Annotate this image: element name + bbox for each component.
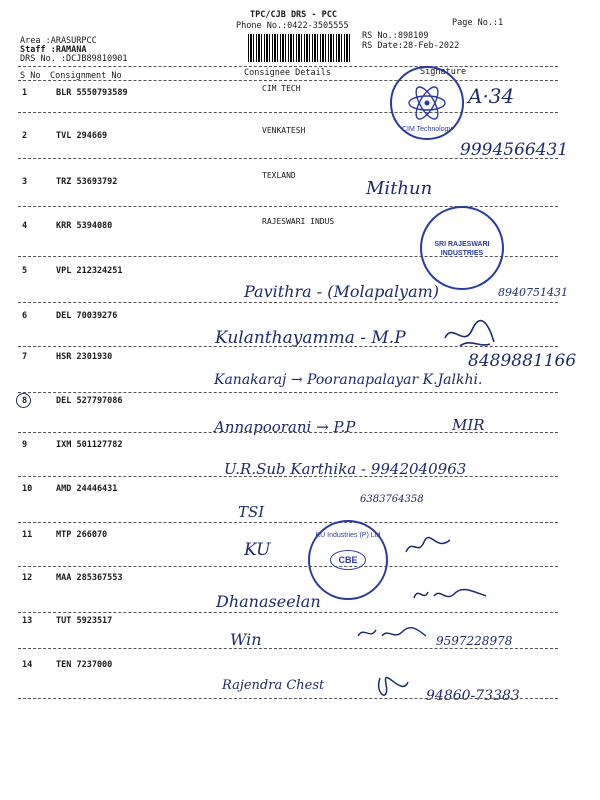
rs-number: RS No.:898109 [362, 31, 429, 41]
ku-industries-stamp [308, 520, 388, 600]
rs-date: RS Date:28-Feb-2022 [362, 41, 460, 51]
area: Area :ARASURPCC [20, 36, 97, 46]
row-consignment: KRR 5394080 [56, 221, 113, 231]
divider [18, 522, 558, 523]
row-consignee: RAJESWARI INDUS [262, 217, 335, 226]
row-consignment: TRZ 53693792 [56, 177, 118, 187]
signature-scribble [372, 674, 412, 708]
row-consignee: VENKATESH [262, 126, 306, 135]
signature-scribble [410, 582, 490, 608]
divider [18, 302, 558, 303]
stamp-text: CIM Technology [401, 126, 453, 133]
row-sno: 3 [22, 177, 28, 187]
row-sno: 4 [22, 221, 28, 231]
row-consignment: MTP 266070 [56, 530, 108, 540]
col-sno: S No [20, 71, 41, 81]
handwritten-name: Dhanaseelan [216, 592, 321, 611]
row-sno: 11 [22, 530, 33, 540]
divider [18, 432, 558, 433]
handwritten-name: Rajendra Chest [222, 678, 325, 693]
stamp-text: KU Industries (P) Ltd [315, 532, 381, 539]
stamp-text: SRI RAJESWARI INDUSTRIES [434, 241, 490, 257]
row-sno: 5 [22, 266, 28, 276]
barcode [248, 34, 352, 62]
divider [18, 566, 558, 567]
handwritten-note: MIR [452, 416, 485, 434]
row-consignment: IXM 501127782 [56, 440, 123, 450]
page-number: Page No.:1 [452, 18, 504, 28]
row-sno: 13 [22, 616, 33, 626]
row-consignee: TEXLAND [262, 171, 296, 180]
divider [18, 80, 558, 81]
handwritten-phone: 8489881166 [468, 351, 577, 371]
row-consignment: AMD 24446431 [56, 484, 118, 494]
handwritten-phone: 94860-73383 [426, 688, 520, 704]
handwritten-signature: Mithun [366, 178, 433, 199]
divider [18, 66, 558, 67]
handwritten-name: Kanakaraj → Pooranapalayar K.Jalkhi. [214, 372, 483, 388]
divider [18, 346, 558, 347]
row-consignment: DEL 527797086 [56, 396, 123, 406]
handwritten-phone: 9994566431 [460, 140, 569, 160]
row-sno: 2 [22, 131, 28, 141]
handwritten-phone: 8940751431 [498, 286, 568, 299]
row-consignment: BLR 5550793589 [56, 88, 128, 98]
doc-title: TPC/CJB DRS - PCC [250, 10, 337, 20]
handwritten-phone: 9597228978 [436, 634, 513, 648]
divider [18, 476, 558, 477]
handwritten-phone: 6383764358 [360, 494, 424, 505]
row-sno: 14 [22, 660, 33, 670]
handwritten-name: U.R.Sub Karthika - 9942040963 [224, 460, 467, 478]
row-sno: 10 [22, 484, 33, 494]
handwritten-name: Pavithra - (Molapalyam) [244, 282, 440, 301]
signature-scribble [354, 622, 430, 646]
divider [18, 158, 558, 159]
drs-number: DRS No. :DCJB89810901 [20, 54, 128, 64]
row-sno: 1 [22, 88, 28, 98]
row-consignment: TVL 294669 [56, 131, 108, 141]
handwritten-name: KU [244, 540, 271, 560]
row-consignment: HSR 2301930 [56, 352, 113, 362]
rajeswari-industries-stamp [420, 206, 504, 290]
row-sno: 12 [22, 573, 33, 583]
phone-number: Phone No.:0422-3505555 [236, 21, 349, 31]
cim-technology-stamp [390, 66, 467, 140]
row-sno: 8 [22, 396, 28, 406]
col-signature: Signature [420, 67, 467, 77]
divider [18, 648, 558, 649]
handwritten-name: Annapoorani → P.P [214, 418, 356, 436]
row-sno: 6 [22, 311, 28, 321]
signature-scribble [402, 532, 454, 560]
row-consignment: TUT 5923517 [56, 616, 113, 626]
divider [18, 112, 558, 113]
divider [18, 612, 558, 613]
divider [18, 206, 558, 207]
row-consignment: MAA 285367553 [56, 573, 123, 583]
handwritten-name: TSI [238, 503, 265, 521]
staff: Staff :RAMANA [20, 45, 87, 55]
row-consignment: TEN 7237000 [56, 660, 113, 670]
handwritten-name: Kulanthayamma - M.P [215, 328, 406, 348]
col-consignment: Consignment No [50, 71, 122, 81]
row-consignment: DEL 70039276 [56, 311, 118, 321]
row-consignee: CIM TECH [262, 84, 301, 93]
row-sno: 9 [22, 440, 28, 450]
row-sno: 7 [22, 352, 28, 362]
col-consignee: Consignee Details [244, 68, 331, 78]
stamp-center: CBE [330, 550, 366, 570]
divider [18, 698, 558, 699]
row-consignment: VPL 212324251 [56, 266, 123, 276]
handwritten-signature: A·34 [468, 84, 515, 108]
divider [18, 392, 558, 393]
handwritten-name: Win [230, 630, 262, 649]
